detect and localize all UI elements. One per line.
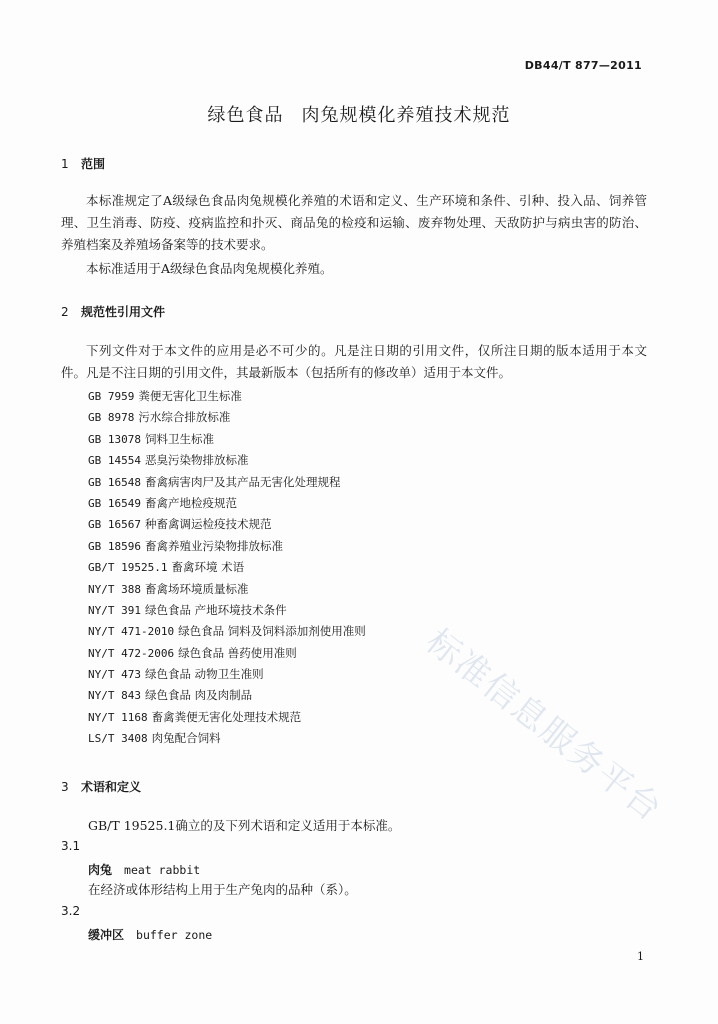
section-number: 2 bbox=[61, 305, 69, 319]
clause-number: 3.1 bbox=[61, 839, 81, 853]
standard-code: DB44/T 877—2011 bbox=[524, 59, 642, 72]
term-english: buffer zone bbox=[136, 928, 213, 942]
reference-title: 污水综合排放标准 bbox=[138, 410, 231, 425]
reference-item bbox=[88, 514, 366, 535]
section-1-heading bbox=[61, 155, 105, 172]
reference-title: 绿色食品 产地环境技术条件 bbox=[144, 602, 287, 617]
reference-title: 绿色食品 肉及肉制品 bbox=[144, 688, 253, 703]
reference-title: 畜禽环境 术语 bbox=[171, 560, 245, 575]
reference-item bbox=[88, 664, 366, 685]
section-2-heading bbox=[61, 303, 165, 320]
reference-code: GB 14554 bbox=[88, 454, 141, 468]
reference-title: 肉兔配合饲料 bbox=[151, 731, 221, 746]
reference-title: 畜禽场环境质量标准 bbox=[144, 581, 249, 596]
reference-code: GB 16567 bbox=[88, 518, 141, 532]
reference-title: 绿色食品 动物卫生准则 bbox=[144, 667, 264, 682]
reference-code: GB/T 19525.1 bbox=[88, 561, 168, 575]
reference-code: GB 16549 bbox=[88, 496, 141, 510]
reference-item bbox=[88, 429, 366, 450]
reference-title: 绿色食品 兽药使用准则 bbox=[178, 645, 297, 660]
term-entry bbox=[88, 926, 212, 943]
title-part2: 肉兔规模化养殖技术规范 bbox=[301, 105, 511, 126]
reference-item bbox=[88, 643, 366, 664]
reference-item bbox=[88, 493, 366, 514]
reference-title: 畜禽粪便无害化处理技术规范 bbox=[151, 709, 302, 724]
section-3-heading bbox=[61, 778, 141, 795]
reference-item bbox=[88, 472, 366, 493]
reference-code: LS/T 3408 bbox=[88, 732, 148, 746]
term-chinese: 缓冲区 bbox=[88, 928, 125, 942]
section-title: 术语和定义 bbox=[81, 780, 142, 794]
reference-title: 畜禽病害肉尸及其产品无害化处理规程 bbox=[144, 474, 341, 489]
section-number: 3 bbox=[61, 780, 69, 794]
section-number: 1 bbox=[61, 157, 69, 171]
reference-code: NY/T 473 bbox=[88, 668, 141, 682]
reference-code: GB 7959 bbox=[88, 390, 135, 403]
reference-item bbox=[88, 450, 366, 471]
reference-code: NY/T 471-2010 bbox=[88, 625, 175, 639]
term-entry bbox=[88, 861, 200, 878]
scope-paragraph-1: 本标准规定了A级绿色食品肉兔规模化养殖的术语和定义、生产环境和条件、引种、投入品、饲养管理、卫生消毒、防疫、疫病监控和扑灭、商品兔的检疫和运输、废弃物处理、天敌防护与病虫害的防治、养殖档案及养殖场备案等的技术要求。 bbox=[61, 193, 647, 252]
reference-item bbox=[88, 579, 366, 600]
reference-item bbox=[88, 557, 366, 578]
reference-code: GB 13078 bbox=[88, 432, 141, 446]
watermark: 标准信息服务平台 bbox=[418, 621, 671, 831]
reference-code: GB 18596 bbox=[88, 539, 141, 553]
term-english: meat rabbit bbox=[124, 863, 201, 877]
reference-title: 畜禽养殖业污染物排放标准 bbox=[144, 538, 283, 553]
reference-title: 粪便无害化卫生标准 bbox=[138, 389, 242, 403]
term-chinese: 肉兔 bbox=[88, 863, 113, 877]
reference-title: 恶臭污染物排放标准 bbox=[144, 453, 249, 468]
section-title: 规范性引用文件 bbox=[81, 305, 166, 319]
page-number: 1 bbox=[637, 950, 644, 963]
section-title: 范围 bbox=[81, 157, 106, 171]
reference-title: 种畜禽调运检疫技术规范 bbox=[144, 517, 272, 532]
reference-item bbox=[88, 685, 366, 706]
reference-code: NY/T 391 bbox=[88, 603, 141, 617]
reference-code: NY/T 472-2006 bbox=[88, 646, 175, 660]
reference-title: 畜禽产地检疫规范 bbox=[144, 495, 237, 510]
reference-code: NY/T 388 bbox=[88, 582, 141, 596]
reference-item bbox=[88, 407, 366, 428]
reference-item bbox=[88, 728, 366, 749]
reference-code: GB 8978 bbox=[88, 411, 135, 425]
reference-item bbox=[88, 707, 366, 728]
reference-title: 绿色食品 饲料及饲料添加剂使用准则 bbox=[178, 624, 366, 639]
reference-title: 饲料卫生标准 bbox=[144, 431, 214, 446]
reference-item bbox=[88, 536, 366, 557]
references-intro: 下列文件对于本文件的应用是必不可少的。凡是注日期的引用文件，仅所注日期的版本适用于本文件。凡是不注日期的引用文件，其最新版本（包括所有的修改单）适用于本文件。 bbox=[61, 343, 647, 380]
reference-code: NY/T 843 bbox=[88, 689, 141, 703]
clause-number: 3.2 bbox=[61, 904, 81, 918]
reference-code: GB 16548 bbox=[88, 475, 141, 489]
term-definition: 在经济或体形结构上用于生产兔肉的品种（系）。 bbox=[88, 882, 357, 897]
reference-code: NY/T 1168 bbox=[88, 710, 148, 724]
terms-intro: GB/T 19525.1确立的及下列术语和定义适用于本标准。 bbox=[88, 818, 401, 833]
document-title bbox=[0, 101, 718, 127]
scope-paragraph-2: 本标准适用于A级绿色食品肉兔规模化养殖。 bbox=[86, 261, 333, 276]
reference-item bbox=[88, 386, 366, 407]
reference-item bbox=[88, 600, 366, 621]
title-part1: 绿色食品 bbox=[207, 105, 284, 126]
reference-list bbox=[88, 386, 366, 750]
reference-item bbox=[88, 621, 366, 642]
